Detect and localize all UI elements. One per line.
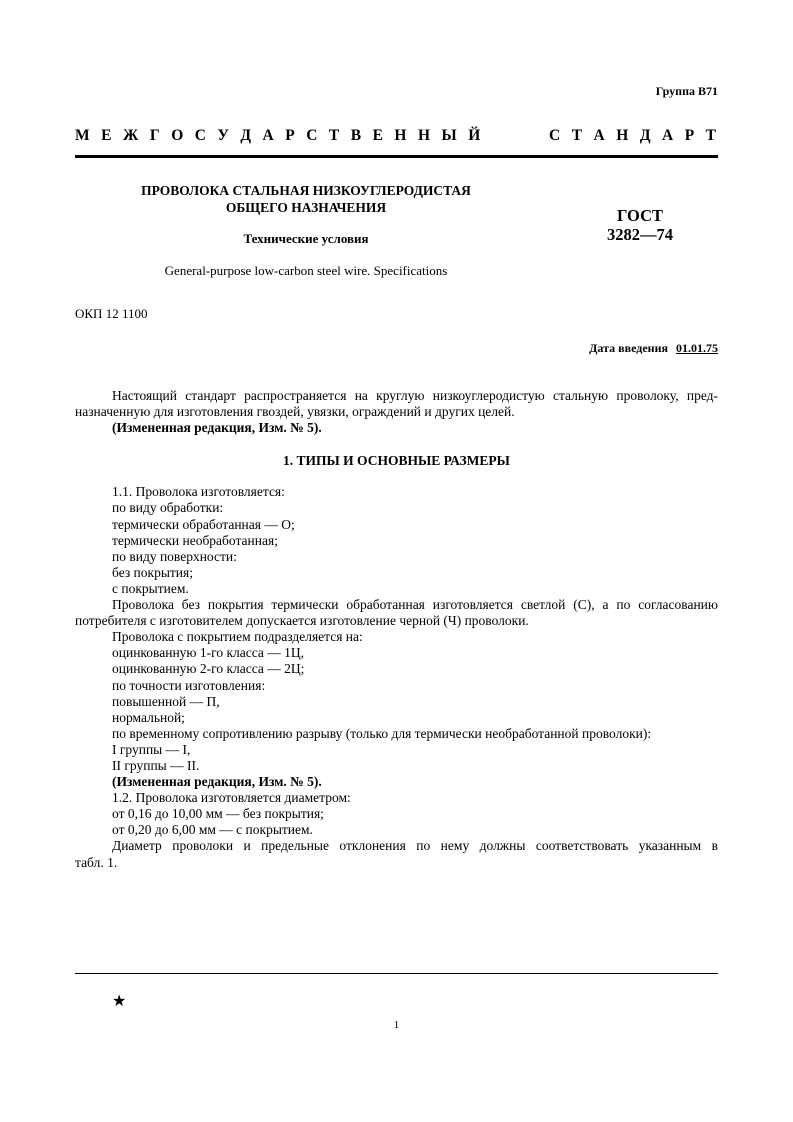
document-body	[75, 388, 718, 871]
list-item: оцинкованную 1-го класса — 1Ц,	[112, 645, 305, 661]
document-subtitle: Технические условия	[243, 231, 369, 246]
intro-line-2: назначенную для изготовления гвоздей, увязки, ограждений и других целей.	[75, 404, 515, 420]
gost-designation	[580, 206, 700, 244]
list-item: по виду обработки:	[112, 500, 224, 516]
paragraph-line: Проволока без покрытия термически обработанная изготовляется светлой (С), а по согласованию	[112, 597, 718, 613]
amendment-note: (Измененная редакция, Изм. № 5).	[112, 774, 322, 790]
list-item: без покрытия;	[112, 564, 193, 580]
okp-code: ОКП 12 1100	[75, 306, 148, 321]
clause-1-2: 1.2. Проволока изготовляется диаметром:	[112, 790, 351, 806]
list-item: по временному сопротивлению разрыву (только для термически необработанной проволоки):	[112, 725, 652, 741]
footer-rule	[75, 973, 718, 974]
intro-line-1: Настоящий стандарт распространяется на круглую низкоуглеродистую стальную проволоку, пред-	[112, 388, 718, 403]
list-item: по точности изготовления:	[112, 677, 266, 693]
paragraph-line: Диаметр проволоки и предельные отклонения по нему должны соответствовать указанным в	[112, 838, 718, 854]
gost-number: 3282—74	[607, 225, 673, 244]
list-item: от 0,20 до 6,00 мм — с покрытием.	[112, 822, 313, 838]
star-icon: ★	[112, 993, 127, 1010]
english-title: General-purpose low-carbon steel wire. Specifications	[164, 263, 448, 278]
list-item: термически необработанная;	[112, 532, 278, 548]
list-item: от 0,16 до 10,00 мм — без покрытия;	[112, 806, 324, 822]
group-code: Группа В71	[655, 84, 718, 98]
list-item: термически обработанная — О;	[112, 516, 295, 532]
date-label: Дата введения	[589, 341, 668, 355]
header-rule	[75, 155, 718, 158]
list-item: I группы — I,	[112, 741, 191, 757]
list-item: оцинкованную 2-го класса — 2Ц;	[112, 661, 305, 677]
document-title	[75, 182, 537, 216]
list-item: II группы — II.	[112, 757, 200, 773]
standard-word: С Т А Н Д А Р Т	[549, 127, 716, 144]
list-item: с покрытием.	[112, 580, 189, 596]
paragraph-line: табл. 1.	[75, 854, 118, 870]
list-item: нормальной;	[112, 709, 185, 725]
title-line-1: ПРОВОЛОКА СТАЛЬНАЯ НИЗКОУГЛЕРОДИСТАЯ	[141, 183, 471, 198]
gost-label: ГОСТ	[616, 206, 664, 225]
title-line-2: ОБЩЕГО НАЗНАЧЕНИЯ	[225, 200, 387, 215]
introduction-date	[589, 341, 718, 356]
clause-1-1: 1.1. Проволока изготовляется:	[112, 484, 285, 500]
paragraph-line: потребителя с изготовителем допускается изготовление черной (Ч) проволоки.	[75, 613, 529, 629]
amendment-note: (Измененная редакция, Изм. № 5).	[112, 420, 322, 436]
page-number: 1	[393, 1019, 400, 1031]
section-heading: 1. ТИПЫ И ОСНОВНЫЕ РАЗМЕРЫ	[283, 453, 510, 469]
interstate-standard-heading	[75, 127, 718, 145]
list-item: Проволока с покрытием подразделяется на:	[112, 629, 363, 645]
list-item: повышенной — П,	[112, 693, 220, 709]
interstate-word: М Е Ж Г О С У Д А Р С Т В Е Н Н Ы Й	[75, 127, 481, 144]
date-value: 01.01.75	[676, 341, 718, 355]
list-item: по виду поверхности:	[112, 548, 237, 564]
